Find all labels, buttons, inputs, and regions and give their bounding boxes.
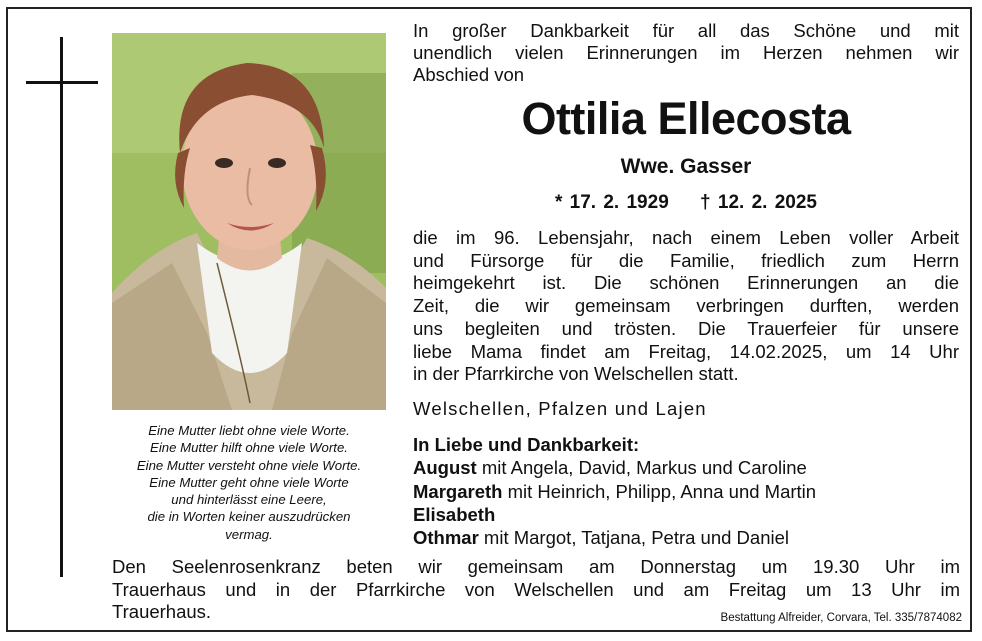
poem-line: Eine Mutter versteht ohne viele Worte. [136,457,362,473]
intro-line: unendlich vielen Erinnerungen im Herzen nehmen wir [413,42,959,63]
poem-line: vermag. [225,526,273,542]
body-line: liebe Mama findet am Freitag, 14.02.2025, um 14 Uhr [413,340,959,362]
obituary-notice [6,7,972,632]
deceased-name: Ottilia Ellecosta [521,93,851,144]
portrait-photo [112,33,386,410]
poem-line: Eine Mutter geht ohne viele Worte [149,474,349,490]
intro-line: Abschied von [413,64,525,85]
portrait-illustration [112,33,386,410]
life-dates [413,192,959,214]
poem-line: die in Worten keiner auszudrücken [147,509,351,525]
intro-line: In großer Dankbarkeit für all das Schöne und mit [413,20,959,41]
places: Welschellen, Pfalzen und Lajen [413,398,707,419]
body-line: uns begleiten und trösten. Die Trauerfeier für unsere [413,317,959,339]
member-relatives: mit Angela, David, Markus und Caroline [476,457,807,479]
member-name: August [413,457,477,479]
rosary-line: Den Seelenrosenkranz beten wir gemeinsam am Donnerstag um 19.30 Uhr im [112,556,960,577]
birth-date: * 17. 2. 1929 [555,192,669,213]
rosary-line: Trauerhaus und in der Pfarrkirche von Welschellen und am Freitag um 13 Uhr im [112,578,960,600]
member-relatives: mit Margot, Tatjana, Petra und Daniel [478,527,790,549]
body-line: in der Pfarrkirche von Welschellen statt. [413,363,739,385]
death-date: † 12. 2. 2025 [700,192,817,213]
family-list [413,433,959,549]
member-name: Othmar [413,527,479,549]
family-member [413,456,959,479]
body-line: die im 96. Lebensjahr, nach einem Leben voller Arbeit [413,227,959,248]
poem-line: und hinterlässt eine Leere, [171,492,327,508]
poem [104,422,394,543]
poem-line: Eine Mutter liebt ohne viele Worte. [148,423,350,438]
member-relatives: mit Heinrich, Philipp, Anna und Martin [502,480,817,502]
rosary-line: Trauerhaus. [112,601,212,622]
family-member [413,526,959,549]
body-line: heimgekehrt ist. Die schönen Erinnerungen an die [413,272,959,294]
intro-text [413,20,959,86]
body-line: Zeit, die wir gemeinsam verbringen durften, werden [413,295,959,317]
cross-vertical-bar [60,37,63,577]
family-heading: In Liebe und Dankbarkeit: [413,434,640,455]
funeral-home-credit: Bestattung Alfreider, Corvara, Tel. 335/7874082 [720,612,962,624]
member-name: Margareth [413,480,503,502]
member-name: Elisabeth [413,503,496,525]
body-line: und Fürsorge für die Familie, friedlich zum Herrn [413,249,959,271]
obituary-body [413,227,959,386]
family-member [413,480,959,503]
maiden-name: Wwe. Gasser [620,155,752,178]
cross-horizontal-bar [26,81,98,84]
poem-line: Eine Mutter hilft ohne viele Worte. [150,440,348,456]
family-member [413,503,959,526]
